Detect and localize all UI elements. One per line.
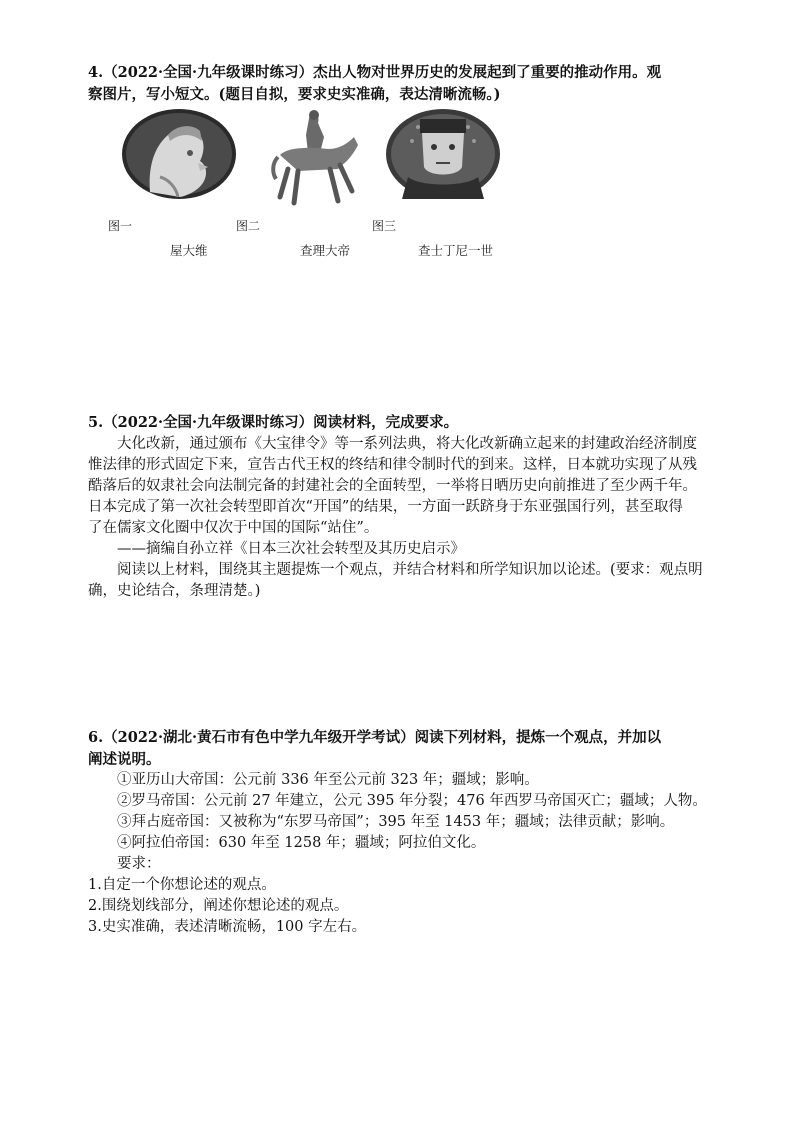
q5-material-line5: 了在儒家文化圈中仅次于中国的国际“站住”。 — [88, 520, 379, 536]
q5-material-line4: 日本完成了第一次社会转型即首次“开国”的结果，一方面一跃跻身于东亚强国行列，甚至取得 — [88, 499, 683, 515]
q6-requirement-heading: 要求： — [117, 856, 161, 872]
q6-title-line1: 6.（2022·湖北·黄石市有色中学九年级开学考试）阅读下列材料，提炼一个观点，并加以 — [88, 729, 662, 746]
equestrian-statue-icon — [268, 107, 363, 207]
q6-requirement-3: 3.史实准确，表述清晰流畅，100 字左右。 — [88, 919, 367, 935]
q6-requirement-2: 2.围绕划线部分，阐述你想论述的观点。 — [88, 898, 349, 914]
q6-item-alexander: ①亚历山大帝国：公元前 336 年至公元前 323 年；疆域；影响。 — [117, 772, 539, 788]
figure-label-2: 图二 — [236, 219, 261, 233]
q5-material-line3: 酷落后的奴隶社会向法制完备的封建社会的全面转型，一举将日晒历史向前推进了至少两千年。 — [88, 478, 697, 494]
q6-item-arab: ④阿拉伯帝国：630 年至 1258 年；疆域；阿拉伯文化。 — [117, 835, 486, 851]
q5-requirement-line1: 阅读以上材料，围绕其主题提炼一个观点，并结合材料和所学知识加以论述。(要求：观点明 — [117, 562, 703, 578]
figure-label-3: 图三 — [372, 219, 397, 233]
q5-requirement-line2: 确，史论结合，条理清楚。) — [88, 583, 261, 599]
figure-name-1: 屋大维 — [170, 243, 208, 258]
q4-figure-row — [118, 107, 518, 212]
figure-name-2: 查理大帝 — [300, 243, 351, 258]
q6-requirement-1: 1.自定一个你想论述的观点。 — [88, 877, 276, 893]
coin-portrait-icon — [120, 107, 238, 202]
q5-title: 5.（2022·全国·九年级课时练习）阅读材料，完成要求。 — [88, 414, 459, 431]
q4-stem-line1: 4.（2022·全国·九年级课时练习）杰出人物对世界历史的发展起到了重要的推动作用。观 — [88, 64, 662, 81]
figure-name-3: 查士丁尼一世 — [418, 243, 494, 258]
q5-material-line2: 惟法律的形式固定下来，宣告古代王权的终结和律令制时代的到来。这样，日本就功实现了从残 — [88, 457, 697, 473]
q6-item-byzantine: ③拜占庭帝国：又被称为“东罗马帝国”；395 年至 1453 年；疆域；法律贡献；影响。 — [117, 814, 675, 830]
q6-item-roman: ②罗马帝国：公元前 27 年建立，公元 395 年分裂；476 年西罗马帝国灭亡；疆域；人物。 — [117, 793, 707, 809]
q6-title-line2: 阐述说明。 — [88, 751, 161, 768]
q5-source: ——摘编自孙立祥《日本三次社会转型及其历史启示》 — [117, 541, 465, 557]
figure-label-1: 图一 — [108, 219, 133, 233]
mosaic-portrait-icon — [384, 107, 502, 202]
q5-material-line1: 大化改新，通过颁布《大宝律令》等一系列法典，将大化改新确立起来的封建政治经济制度 — [117, 436, 697, 452]
q4-stem-line2: 察图片，写小短文。(题目自拟，要求史实准确，表达清晰流畅。) — [88, 86, 501, 103]
